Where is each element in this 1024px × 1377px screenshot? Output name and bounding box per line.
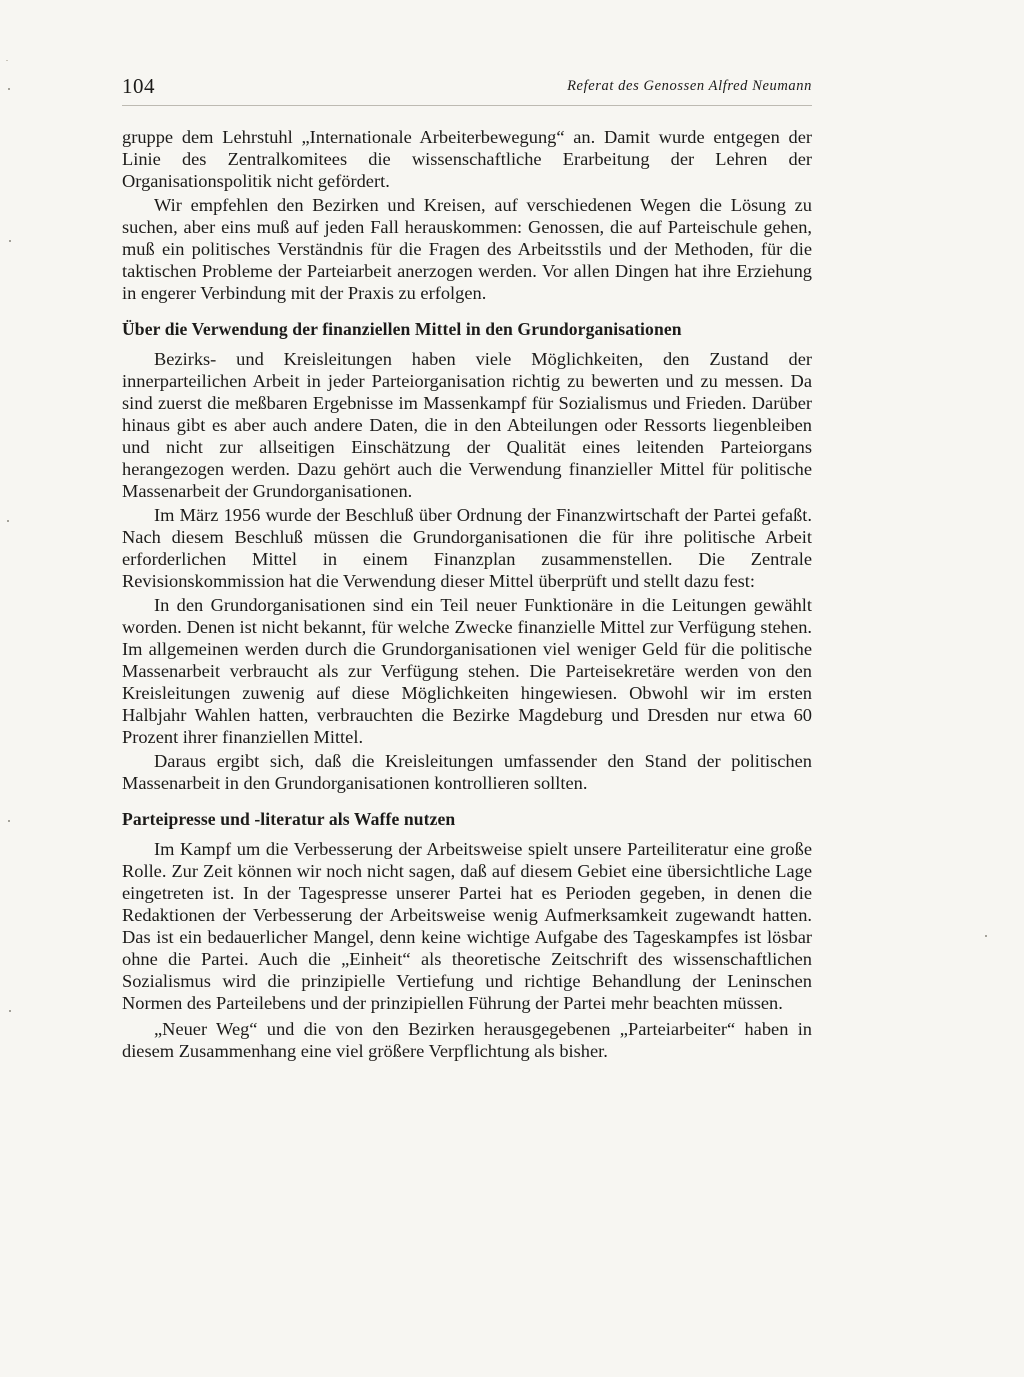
header-rule <box>122 105 812 106</box>
scan-speck <box>9 1010 11 1012</box>
scan-speck <box>9 240 11 242</box>
page-header <box>122 74 812 104</box>
running-title: Referat des Genossen Alfred Neumann <box>567 78 812 94</box>
paragraph: gruppe dem Lehrstuhl „Internationale Arbeiterbewegung“ an. Damit wurde entgegen der Linie des Zentralkomitees die wissenschaftliche Erarbeitung der Lehren der Organisationspolitik nicht gefördert. <box>122 127 812 191</box>
paragraph: Im März 1956 wurde der Beschluß über Ordnung der Finanzwirtschaft der Partei gefaßt. Nach diesem Beschluß müssen die Grundorganisationen die für ihre politische Arbeit erforderlichen Mittel in einem Finanzplan zusammenstellen. Die Zentrale Revisionskommission hat die Verwendung dieser Mittel überprüft und stellt dazu fest: <box>122 505 812 591</box>
paragraph: Wir empfehlen den Bezirken und Kreisen, auf verschiedenen Wegen die Lösung zu suchen, aber eins muß auf jeden Fall herauskommen: Genossen, die auf Parteischule gehen, muß ein politisches Verständnis für die Fragen des Arbeitsstils und der Methoden, für die taktischen Probleme der Parteiarbeit anerzogen werden. Vor allen Dingen hat ihre Erziehung in engerer Verbindung mit der Praxis zu erfolgen. <box>122 195 812 303</box>
document-body <box>122 126 812 1062</box>
page-number: 104 <box>122 74 155 98</box>
paragraph: Bezirks- und Kreisleitungen haben viele Möglichkeiten, den Zustand der innerparteilichen Arbeit in jeder Parteiorganisation richtig zu bewerten und zu messen. Da sind zuerst die meßbaren Ergebnisse im Massenkampf für Sozialismus und Frieden. Darüber hinaus gibt es aber auch andere Daten, die in den Abteilungen oder Ressorts liegenbleiben und nicht zur allseitigen Einschätzung der Qualität eines leitenden Parteiorgans herangezogen werden. Dazu gehört auch die Verwendung finanzieller Mittel für politische Massenarbeit der Grundorganisationen. <box>122 349 812 501</box>
scan-speck <box>7 520 9 522</box>
scan-speck <box>8 88 10 90</box>
section-heading: Über die Verwendung der finanziellen Mittel in den Grundorganisationen <box>122 319 682 339</box>
paragraph: Im Kampf um die Verbesserung der Arbeitsweise spielt unsere Parteiliteratur eine große Rolle. Zur Zeit können wir noch nicht sagen, daß auf diesem Gebiet eine übersichtliche Lage eingetreten ist. In der Tagespresse unserer Partei hat es Perioden gegeben, in denen die Redaktionen der Verbesserung der Arbeitsweise wenig Aufmerksamkeit zugewandt hatten. Das ist ein bedauerlicher Mangel, denn keine wichtige Aufgabe des Tageskampfes ist lösbar ohne die Partei. Auch die „Einheit“ als theoretische Zeitschrift des wissenschaftlichen Sozialismus wird die prinzipielle Vertiefung und richtige Behandlung der Leninschen Normen des Parteilebens und der prinzipiellen Führung der Partei mehr beachten müssen. <box>122 839 812 1013</box>
scan-speck <box>8 820 10 822</box>
paragraph: Daraus ergibt sich, daß die Kreisleitungen umfassender den Stand der politischen Massenarbeit in den Grundorganisationen kontrollieren sollten. <box>122 751 812 793</box>
section-heading: Parteipresse und -literatur als Waffe nutzen <box>122 809 456 829</box>
paragraph: „Neuer Weg“ und die von den Bezirken herausgegebenen „Parteiarbeiter“ haben in diesem Zusammenhang eine viel größere Verpflichtung als bisher. <box>122 1019 812 1061</box>
paragraph: In den Grundorganisationen sind ein Teil neuer Funktionäre in die Leitungen gewählt worden. Denen ist nicht bekannt, für welche Zwecke finanzielle Mittel zur Verfügung stehen. Im allgemeinen werden durch die Grundorganisationen viel weniger Geld für die politische Massenarbeit verbraucht als zur Verfügung stehen. Die Parteisekretäre werden von den Kreisleitungen zuwenig auf diese Möglichkeiten hingewiesen. Obwohl wir im ersten Halbjahr Wahlen hatten, verbrauchten die Bezirke Magdeburg und Dresden nur etwa 60 Prozent ihrer finanziellen Mittel. <box>122 595 812 747</box>
scan-edge-mark <box>6 60 8 61</box>
scan-speck <box>985 935 987 937</box>
